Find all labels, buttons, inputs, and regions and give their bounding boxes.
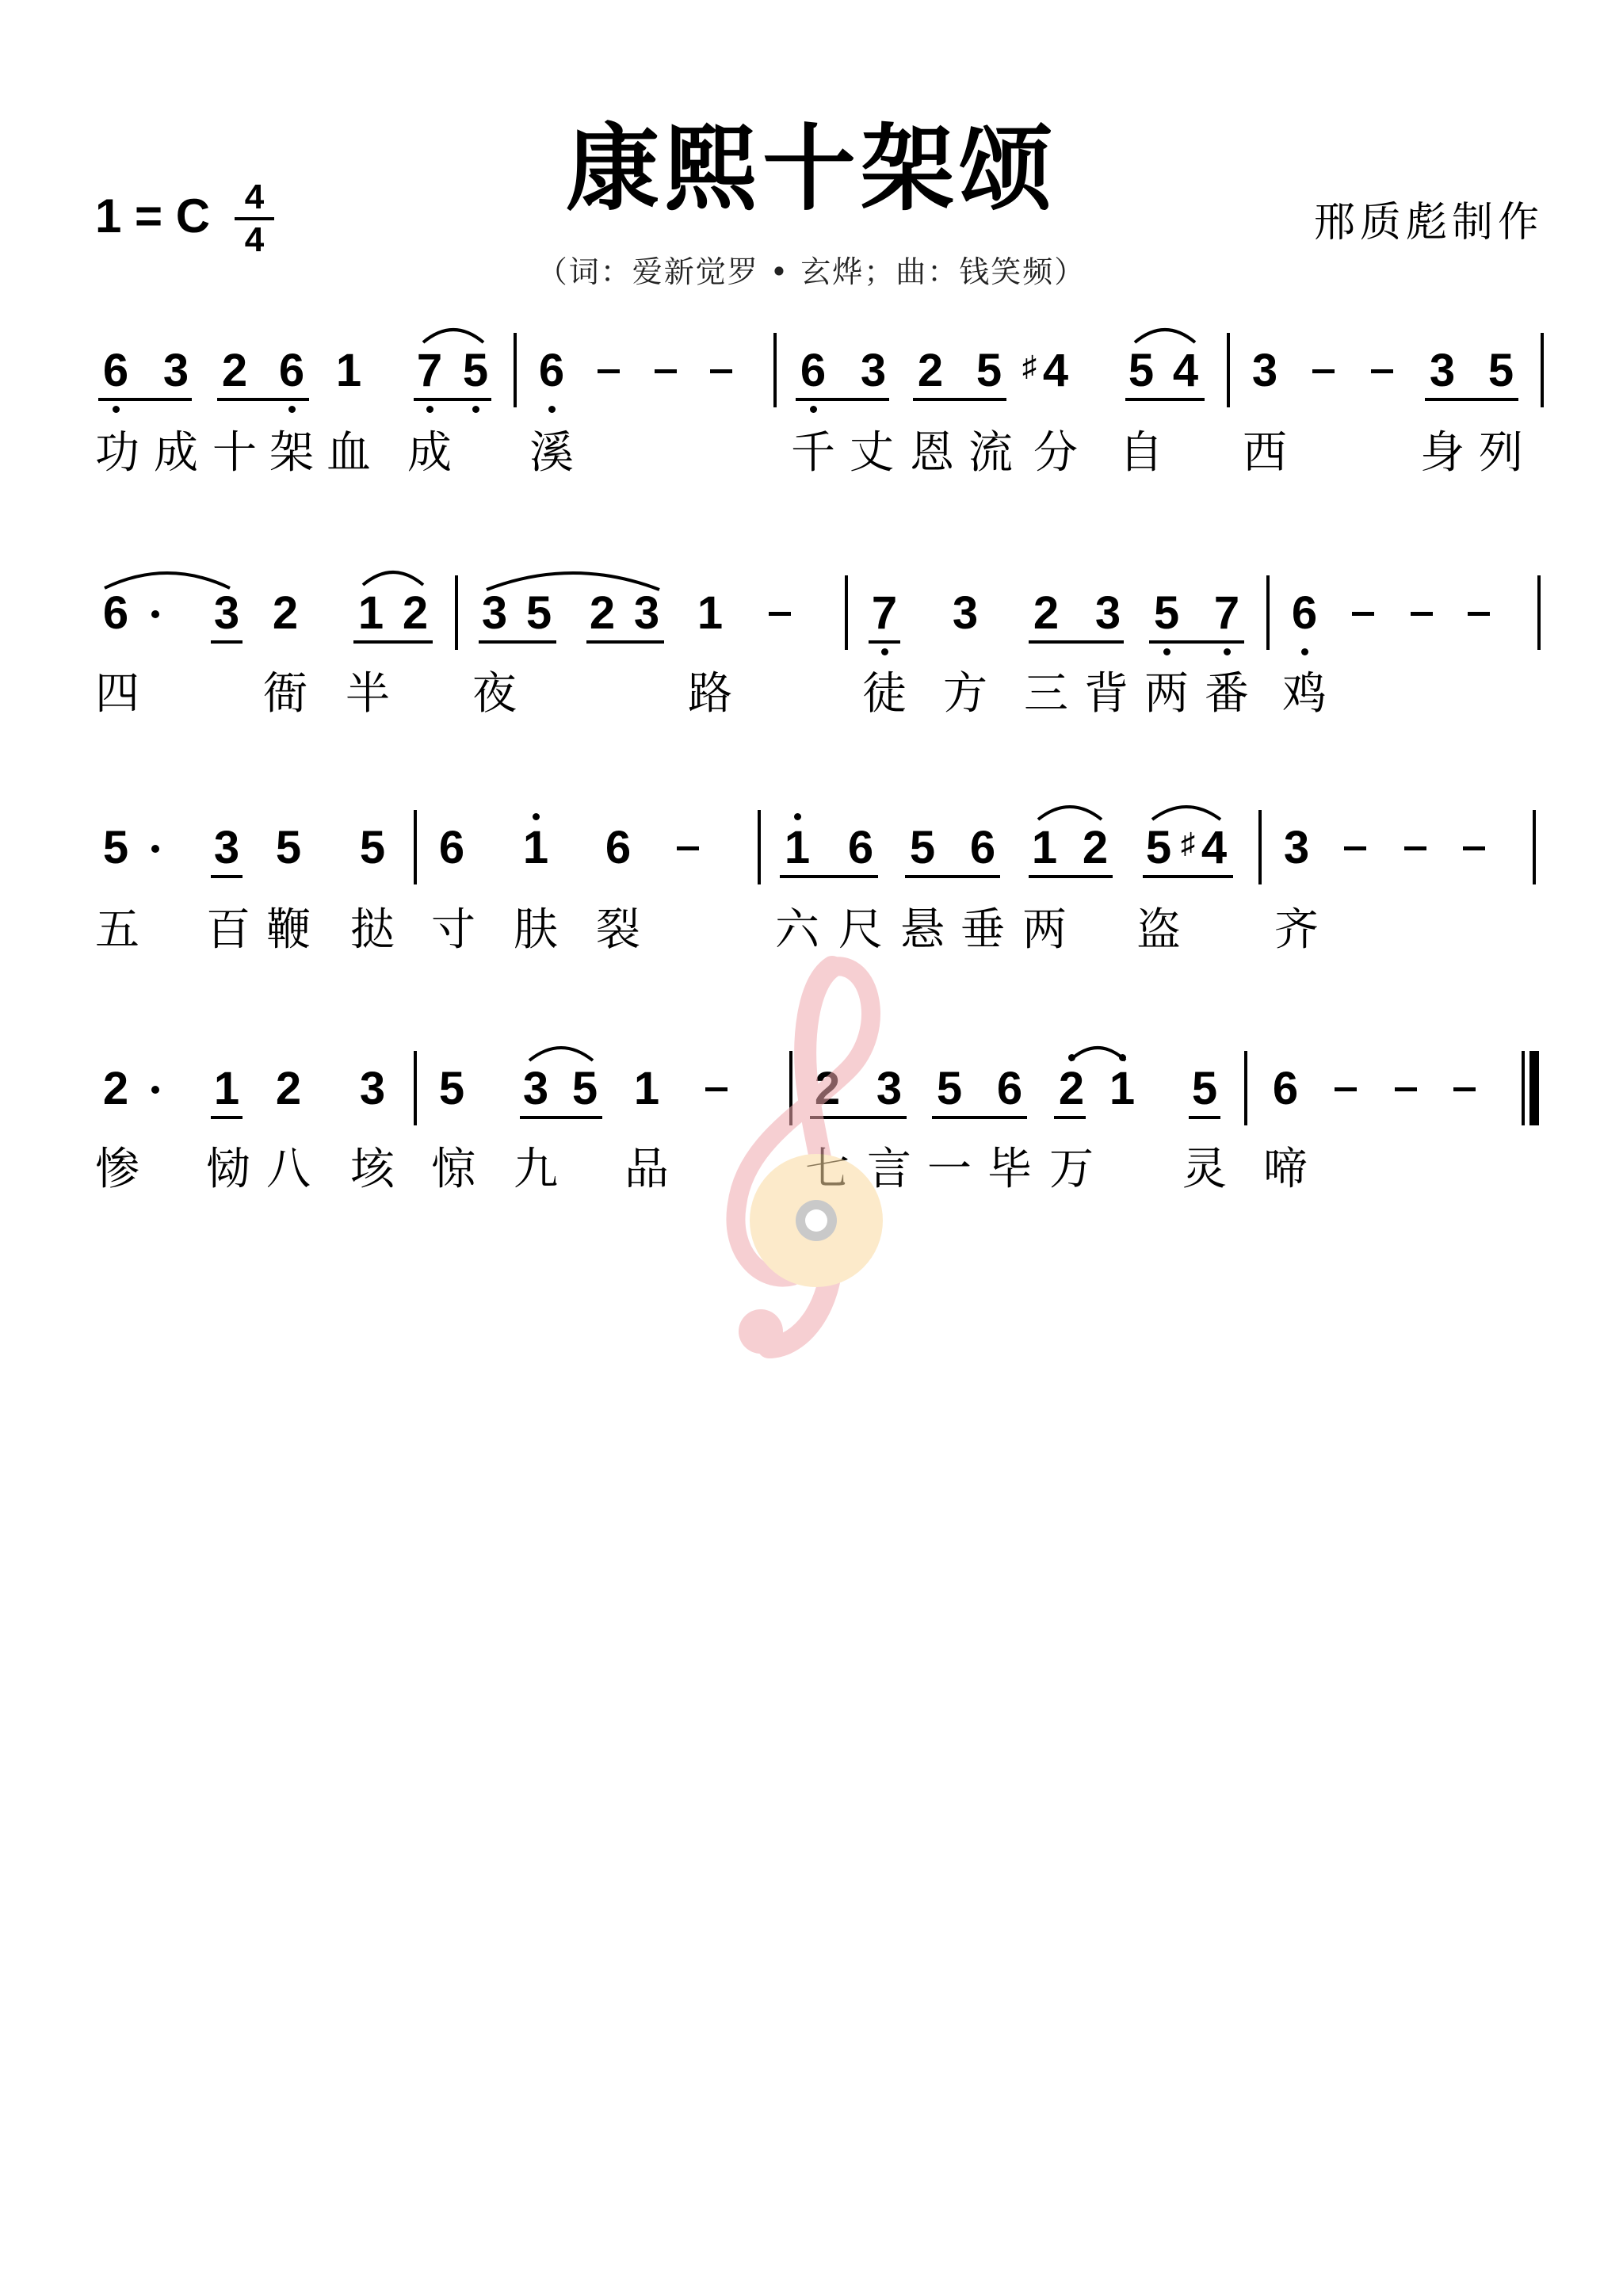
barline <box>1244 1051 1247 1125</box>
sustain-dash <box>1468 612 1490 616</box>
note: 5 <box>359 822 386 873</box>
eighth-beam <box>1029 875 1113 878</box>
barline <box>414 1051 417 1125</box>
note: 6 <box>438 822 465 873</box>
note: 5 <box>1145 822 1172 873</box>
lyric-syllable: 两 <box>1144 668 1189 720</box>
note: 2 <box>402 587 429 639</box>
sustain-dash <box>1404 846 1426 850</box>
lyric-syllable: 灵 <box>1182 1144 1227 1195</box>
slur <box>360 564 426 588</box>
eighth-beam <box>1125 398 1205 401</box>
lyric-syllable: 丈 <box>850 427 894 479</box>
sharp-sign: ♯ <box>1181 827 1195 859</box>
eighth-beam <box>586 640 664 644</box>
note: 5 <box>976 345 1002 396</box>
note: 5 <box>1128 345 1155 396</box>
lyric-syllable: 成 <box>407 427 452 479</box>
eighth-beam <box>1149 640 1244 644</box>
eighth-beam <box>98 398 192 401</box>
lyric-syllable: 毕 <box>987 1144 1032 1195</box>
lyric-syllable: 溪 <box>529 427 574 479</box>
lyric-syllable: 功 <box>95 427 139 479</box>
barline <box>455 575 458 650</box>
note: 6 <box>268 346 315 396</box>
key-signature: 1 = C <box>95 189 211 243</box>
note: 2 <box>221 345 248 396</box>
eighth-beam <box>211 875 242 878</box>
note: 1 <box>512 823 559 873</box>
lyric-syllable: 寸 <box>431 904 475 956</box>
slur <box>526 1040 596 1064</box>
note: 6 <box>528 346 575 396</box>
note: 1 <box>213 1063 240 1114</box>
note: 6 <box>1281 588 1328 639</box>
lyric-syllable: 夜 <box>472 668 517 720</box>
lyric-syllable: 方 <box>943 668 987 720</box>
note: 4 <box>1172 345 1199 396</box>
sustain-dash <box>710 369 732 373</box>
note: 5 <box>102 822 129 873</box>
lyric-syllable: 齐 <box>1274 904 1319 956</box>
lyric-syllable: 西 <box>1243 427 1287 479</box>
lyric-syllable: 血 <box>327 427 371 479</box>
eighth-beam <box>414 398 491 401</box>
note: 5 <box>275 822 302 873</box>
lyric-syllable: 徒 <box>862 668 907 720</box>
note: 5 <box>1191 1063 1218 1114</box>
barline <box>773 333 777 407</box>
eighth-beam <box>1189 1116 1220 1119</box>
lyric-syllable: 三 <box>1024 668 1068 720</box>
barline <box>1541 333 1544 407</box>
sustain-dash <box>1395 1087 1417 1091</box>
barline <box>414 810 417 884</box>
slur <box>1132 322 1198 346</box>
note: 1 <box>773 823 821 873</box>
sustain-dash <box>1463 846 1485 850</box>
lyric-syllable: 身 <box>1420 427 1465 479</box>
lyric-syllable: 尺 <box>838 904 883 956</box>
lyric-syllable: 背 <box>1084 668 1128 720</box>
eighth-beam <box>932 1116 1027 1119</box>
barline <box>845 575 848 650</box>
note: 7 <box>861 588 908 639</box>
lyric-syllable: 五 <box>95 904 139 956</box>
note: 1 <box>357 587 384 639</box>
note: 1 <box>633 1063 660 1114</box>
sustain-dash <box>1352 612 1374 616</box>
time-signature-top: 4 <box>244 178 265 216</box>
lyric-syllable: 垂 <box>960 904 1005 956</box>
lyric-syllable: 裂 <box>596 904 640 956</box>
note: 2 <box>1082 822 1109 873</box>
eighth-beam <box>217 398 309 401</box>
sharp-sign: ♯ <box>1022 350 1037 382</box>
eighth-beam <box>905 875 1000 878</box>
song-title: 康熙十架颂 <box>565 114 1057 223</box>
lyric-syllable: 肤 <box>514 904 558 956</box>
eighth-beam <box>796 398 889 401</box>
note: 6 <box>789 346 837 396</box>
sustain-dash <box>1371 369 1393 373</box>
slur <box>1149 799 1224 823</box>
lyric-syllable: 万 <box>1049 1144 1094 1195</box>
time-signature-bottom: 4 <box>244 220 265 259</box>
lyric-syllable: 九 <box>514 1144 558 1195</box>
sustain-dash <box>769 612 791 616</box>
lyric-syllable: 番 <box>1205 668 1249 720</box>
slur <box>101 564 233 591</box>
note: 2 <box>917 345 944 396</box>
lyric-syllable: 四 <box>95 668 139 720</box>
sustain-dash <box>1344 846 1366 850</box>
eighth-beam <box>1029 640 1124 644</box>
note: 3 <box>1283 822 1310 873</box>
note: 3 <box>860 345 887 396</box>
lyric-syllable: 鞭 <box>266 904 311 956</box>
augmentation-dot <box>151 845 159 853</box>
note: 2 <box>1048 1064 1095 1114</box>
eighth-beam <box>211 640 242 644</box>
lyric-syllable: 列 <box>1479 427 1523 479</box>
slur <box>1067 1040 1128 1064</box>
lyric-syllable: 路 <box>688 668 732 720</box>
note: 2 <box>1033 587 1060 639</box>
note: 5 <box>452 346 499 396</box>
note: 3 <box>213 587 240 639</box>
barline <box>1537 575 1541 650</box>
note: 2 <box>275 1063 302 1114</box>
note: 5 <box>909 822 936 873</box>
lyric-syllable: 一 <box>927 1144 972 1195</box>
eighth-beam <box>1054 1116 1086 1119</box>
sustain-dash <box>1453 1087 1476 1091</box>
lyric-syllable: 品 <box>624 1144 669 1195</box>
lyric-syllable: 架 <box>269 427 314 479</box>
author-credit: 邢质彪制作 <box>1314 199 1545 246</box>
lyric-syllable: 挞 <box>350 904 395 956</box>
note: 3 <box>1094 587 1121 639</box>
note: 1 <box>1031 822 1058 873</box>
sustain-dash <box>1312 369 1335 373</box>
eighth-beam <box>479 640 556 644</box>
lyric-syllable: 悬 <box>900 904 945 956</box>
note: 3 <box>359 1063 386 1114</box>
lyric-syllable: 成 <box>154 427 198 479</box>
time-signature <box>235 179 274 258</box>
note: 2 <box>814 1063 841 1114</box>
note: 3 <box>213 822 240 873</box>
note: 6 <box>996 1063 1023 1114</box>
note: 5 <box>438 1063 465 1114</box>
sustain-dash <box>1335 1087 1357 1091</box>
eighth-beam <box>211 1116 242 1119</box>
note: 6 <box>605 822 632 873</box>
note: 2 <box>102 1063 129 1114</box>
note: 5 <box>1487 345 1514 396</box>
final-barline-thick <box>1529 1051 1539 1125</box>
note: 3 <box>952 587 979 639</box>
barline <box>1258 810 1262 884</box>
barline <box>1227 333 1230 407</box>
eighth-beam <box>353 640 433 644</box>
note: 6 <box>92 346 139 396</box>
note: 2 <box>589 587 616 639</box>
eighth-beam <box>913 398 1006 401</box>
slur <box>420 322 487 346</box>
slur <box>483 564 663 593</box>
note: 3 <box>1251 345 1278 396</box>
note: 3 <box>162 345 189 396</box>
lyric-syllable: 两 <box>1022 904 1067 956</box>
eighth-beam <box>1143 875 1233 878</box>
lyric-syllable: 千 <box>791 427 835 479</box>
eighth-beam <box>780 875 878 878</box>
note: ♯ 4 <box>1032 346 1079 396</box>
lyric-syllable: 惨 <box>95 1144 139 1195</box>
lyrics-music-credits: （词：爱新觉罗 • 玄烨；曲：钱笑频） <box>537 254 1086 289</box>
note: 3 <box>876 1063 903 1114</box>
lyric-syllable: 恸 <box>206 1144 250 1195</box>
sustain-dash <box>1411 612 1433 616</box>
lyric-syllable: 百 <box>206 904 250 956</box>
lyric-syllable: 八 <box>266 1144 311 1195</box>
lyric-syllable: 衙 <box>263 668 307 720</box>
barline <box>758 810 761 884</box>
slur <box>1035 799 1105 823</box>
eighth-beam <box>869 640 900 644</box>
lyric-syllable: 半 <box>346 668 390 720</box>
note: 3 <box>633 587 660 639</box>
lyric-syllable: 流 <box>968 427 1013 479</box>
sustain-dash <box>677 846 699 850</box>
lyric-syllable: 盗 <box>1136 904 1181 956</box>
treble-clef-logo-icon <box>713 935 919 1379</box>
note: 5 <box>571 1063 598 1114</box>
eighth-beam <box>520 1116 602 1119</box>
note: 1 <box>697 587 724 639</box>
lyric-syllable: 恩 <box>910 427 954 479</box>
note: 6 <box>969 822 996 873</box>
barline <box>1533 810 1536 884</box>
lyric-syllable: 鸡 <box>1282 668 1327 720</box>
lyric-syllable: 言 <box>867 1144 911 1195</box>
note: 5 <box>525 587 552 639</box>
note: 5 <box>936 1063 963 1114</box>
lyric-syllable: 分 <box>1033 427 1078 479</box>
augmentation-dot <box>151 1086 159 1094</box>
barline <box>1266 575 1270 650</box>
note: 6 <box>102 587 129 639</box>
note: ♯ 4 <box>1190 823 1238 873</box>
note: 6 <box>847 822 874 873</box>
note: 5 <box>1143 588 1190 639</box>
lyric-syllable: 惊 <box>431 1144 475 1195</box>
lyric-syllable: 自 <box>1119 427 1163 479</box>
note: 1 <box>1098 1064 1146 1114</box>
note: 7 <box>1203 588 1251 639</box>
note: 6 <box>1272 1063 1299 1114</box>
sustain-dash <box>655 369 677 373</box>
note: 7 <box>406 346 453 396</box>
lyric-syllable: 啼 <box>1263 1144 1308 1195</box>
barline <box>514 333 517 407</box>
note: 2 <box>272 587 299 639</box>
note: 3 <box>1429 345 1456 396</box>
note: 3 <box>481 587 508 639</box>
lyric-syllable: 垓 <box>350 1144 395 1195</box>
note: 3 <box>522 1063 549 1114</box>
eighth-beam <box>1425 398 1518 401</box>
lyric-syllable: 十 <box>212 427 257 479</box>
augmentation-dot <box>151 610 159 618</box>
sustain-dash <box>598 369 620 373</box>
lyric-syllable: 六 <box>775 904 819 956</box>
final-barline-thin <box>1522 1051 1525 1125</box>
note: 1 <box>335 345 362 396</box>
